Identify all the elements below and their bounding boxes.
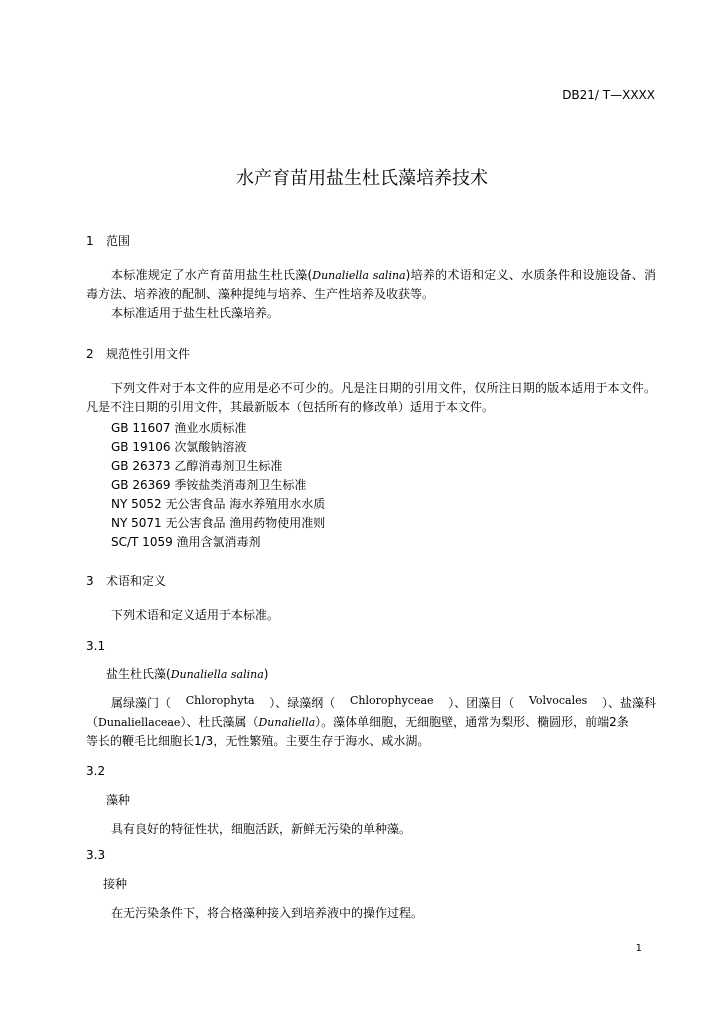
section-3-title: 术语和定义 (106, 574, 167, 588)
term-3-1-definition-line-1 (111, 694, 656, 711)
section-2-heading (86, 345, 190, 362)
text-span: 盐生杜氏藻( (106, 667, 171, 681)
section-1-paragraph-1 (86, 266, 656, 304)
section-3-heading (86, 572, 166, 589)
reference-item: NY 5071 无公害食品 渔用药物使用准则 (111, 516, 326, 530)
text-span: ）、杜氏藻属（ (180, 715, 259, 729)
term-3-2-name: 藻种 (106, 793, 131, 807)
text-span: 本标准规定了水产育苗用盐生杜氏藻( (111, 268, 313, 282)
reference-item: GB 26373 乙醇消毒剂卫生标准 (111, 459, 283, 473)
latin-name: Chlorophyta (185, 694, 255, 707)
document-title: 水产育苗用盐生杜氏藻培养技术 (236, 168, 488, 189)
term-3-1-number: 3.1 (86, 639, 106, 653)
text-span: ）、绿藻纲（ (269, 696, 336, 710)
term-3-2-definition: 具有良好的特征性状，细胞活跃，新鲜无污染的单种藻。 (111, 822, 412, 836)
text-span: （ (86, 715, 99, 729)
section-1-number: 1 (86, 234, 94, 248)
reference-item: SC/T 1059 渔用含氯消毒剂 (111, 535, 261, 549)
latin-name: Dunaliellaceae (98, 716, 181, 729)
section-3-intro: 下列术语和定义适用于本标准。 (111, 608, 280, 622)
latin-name: Volvocales (528, 694, 588, 707)
reference-item: GB 26369 季铵盐类消毒剂卫生标准 (111, 478, 307, 492)
latin-name: Chlorophyceae (349, 694, 434, 707)
section-1-heading (86, 232, 130, 249)
term-3-1-name (106, 665, 268, 682)
page-number: 1 (635, 943, 642, 954)
term-3-3-number: 3.3 (86, 848, 106, 862)
term-3-1-definition-line-3: 等长的鞭毛比细胞长1/3，无性繁殖。主要生存于海水、咸水湖。 (86, 734, 430, 748)
standard-code: DB21/ T—XXXX (562, 88, 655, 102)
text-span: ）、团藻目（ (448, 696, 515, 710)
latin-name: Dunaliella (258, 716, 316, 729)
section-3-number: 3 (86, 574, 94, 588)
text-span: 属绿藻门（ (111, 696, 172, 710)
term-3-2-number: 3.2 (86, 764, 106, 778)
section-1-title: 范围 (106, 234, 131, 248)
section-2-title: 规范性引用文件 (106, 347, 191, 361)
term-3-3-definition: 在无污染条件下，将合格藻种接入到培养液中的操作过程。 (111, 906, 424, 920)
text-span: )培养的术语和定义、水质条件和设施设备、消毒方法、培养液的配制、藻种提纯与培养、生产性培养及收获等。 (86, 268, 656, 301)
latin-name: Dunaliella salina (312, 269, 406, 282)
reference-item: GB 19106 次氯酸钠溶液 (111, 440, 247, 454)
term-3-1-definition-line-2 (86, 713, 629, 730)
latin-name: Dunaliella salina (170, 668, 264, 681)
term-3-3-name: 接种 (103, 877, 128, 891)
text-span: ) (263, 667, 269, 681)
text-span: ）、盐藻科 (601, 696, 656, 710)
section-1-paragraph-2: 本标准适用于盐生杜氏藻培养。 (111, 306, 280, 320)
section-2-number: 2 (86, 347, 94, 361)
reference-item: NY 5052 无公害食品 海水养殖用水水质 (111, 497, 326, 511)
text-span: ）。藻体单细胞，无细胞壁，通常为梨形、椭圆形，前端2条 (315, 715, 629, 729)
reference-item: GB 11607 渔业水质标准 (111, 421, 247, 435)
section-2-paragraph-1: 下列文件对于本文件的应用是必不可少的。凡是注日期的引用文件，仅所注日期的版本适用于本文件。凡是不注日期的引用文件，其最新版本（包括所有的修改单）适用于本文件。 (86, 381, 656, 414)
